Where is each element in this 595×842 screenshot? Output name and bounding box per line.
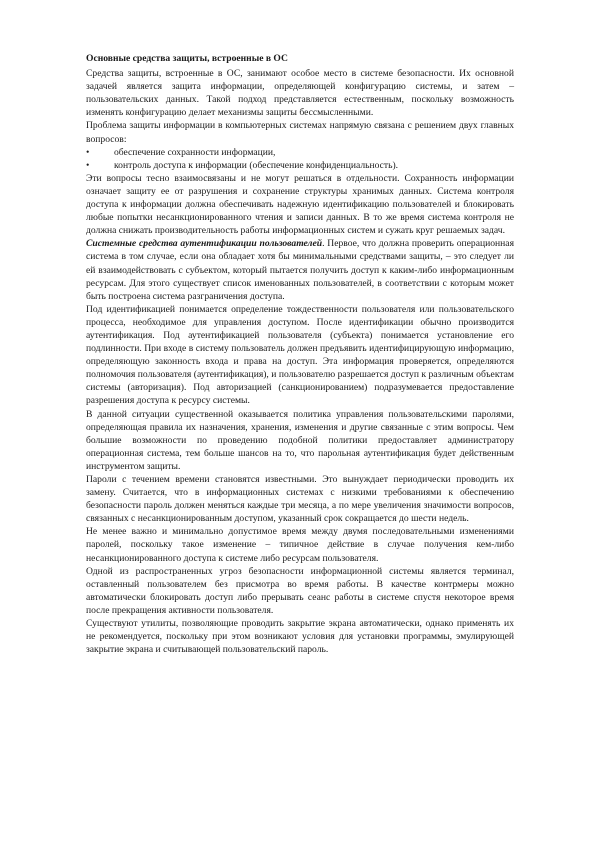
bullet-icon: • [86, 159, 90, 171]
paragraph-intro: Средства защиты, встроенные в ОС, занимают особое место в системе безопасности. Их основной задачей является защита информации, определяющей конфигурацию системы, и затем – пользовательских данных. Такой подход представляется естественным, поскольку возможность изменять конфигурацию делает механизмы защиты бессмысленными. [86, 68, 514, 119]
paragraph-terminal-threat: Одной из распространенных угроз безопасности информационной системы является терминал, оставленный пользователем без присмотра во время работы. В качестве контрмеры можно автоматически блокировать доступ либо прерывать сеанс работы в системе спустя некоторое время после прекращения активности пользователя. [86, 565, 514, 616]
paragraph-problem: Проблема защиты информации в компьютерных системах напрямую связана с решением двух главных вопросов: [86, 120, 514, 145]
document-title: Основные средства защиты, встроенные в ОС [86, 53, 288, 64]
list-item: • контроль доступа к информации (обеспечение конфиденциальность). [86, 159, 399, 171]
paragraph-identification: Под идентификацией понимается определение тождественности пользователя или пользовательского процесса, необходимое для управления доступом. После идентификации обычно производится аутентификация. Под аутентификацией пользователя (субъекта) понимается установление его подлинности. При входе в систему пользователь должен предъявить идентифицирующую информацию, определяющую законность входа и права на доступ. Эта информация проверяется, определяются полномочия пользователя (аутентификация), и пользователю разрешается доступ к различным объектам системы (авторизация). Под авторизацией (санкционированием) подразумевается предоставление разрешения доступа к ресурсу системы. [86, 303, 514, 407]
bullet-icon: • [86, 146, 90, 158]
list-item: • обеспечение сохранности информации, [86, 146, 276, 158]
document-page [86, 52, 514, 656]
paragraph-interrelation: Эти вопросы тесно взаимосвязаны и не могут решаться в отдельности. Сохранность информации означает защиту ее от разрушения и сохранение структуры хранимых данных. Система контроля доступа к информации должна обеспечивать надежную идентификацию пользователей и блокировать любые попытки несанкционированного чтения и записи данных. В то же время система контроля не должна снижать производительность работы информационных систем и сужать круг решаемых задач. [86, 172, 514, 237]
paragraph-screen-lock: Существуют утилиты, позволяющие проводить закрытие экрана автоматически, однако применять их не рекомендуется, поскольку при этом возникают условия для установки программы, эмулирующей закрытие экрана и считывающей пользовательский пароль. [86, 618, 514, 656]
paragraph-authentication: Системные средства аутентификации пользователей. Первое, что должна проверить операционная система в том случае, если она обладает хотя бы минимальными средствами защиты, – это следует ли ей взаимодействовать с субъектом, который пытается получить доступ к каким-либо информационным ресурсам. Для этого существует список именованных пользователей, в соответствии с которым может быть построена система разграничения доступа. [86, 238, 514, 302]
section-heading-inline: Системные средства аутентификации пользователей [86, 238, 323, 250]
paragraph-password-policy: В данной ситуации существенной оказывается политика управления пользовательскими паролями, определяющая правила их назначения, хранения, изменения и другие связанные с этим вопросы. Чем большие возможности по проведению подобной политики предоставляет администратору операционная система, тем больше шансов на то, что парольная аутентификация будет действенным инструментом защиты. [86, 408, 514, 472]
paragraph-min-interval: Не менее важно и минимально допустимое время между двумя последовательными изменениями паролей, поскольку такое изменение – типичное действие в случае получения кем-либо несанкционированного доступа к системе либо ресурсам пользователя. [86, 526, 514, 564]
paragraph-password-change: Пароли с течением времени становятся известными. Это вынуждает периодически проводить их замену. Считается, что в информационных системах с низкими требованиями к обеспечению безопасности пароль должен меняться каждые три месяца, а по мере увеличения значимости вопросов, связанных с несанкционированным доступом, указанный срок сокращается до шести недель. [86, 474, 514, 525]
tasks-list [86, 146, 514, 172]
